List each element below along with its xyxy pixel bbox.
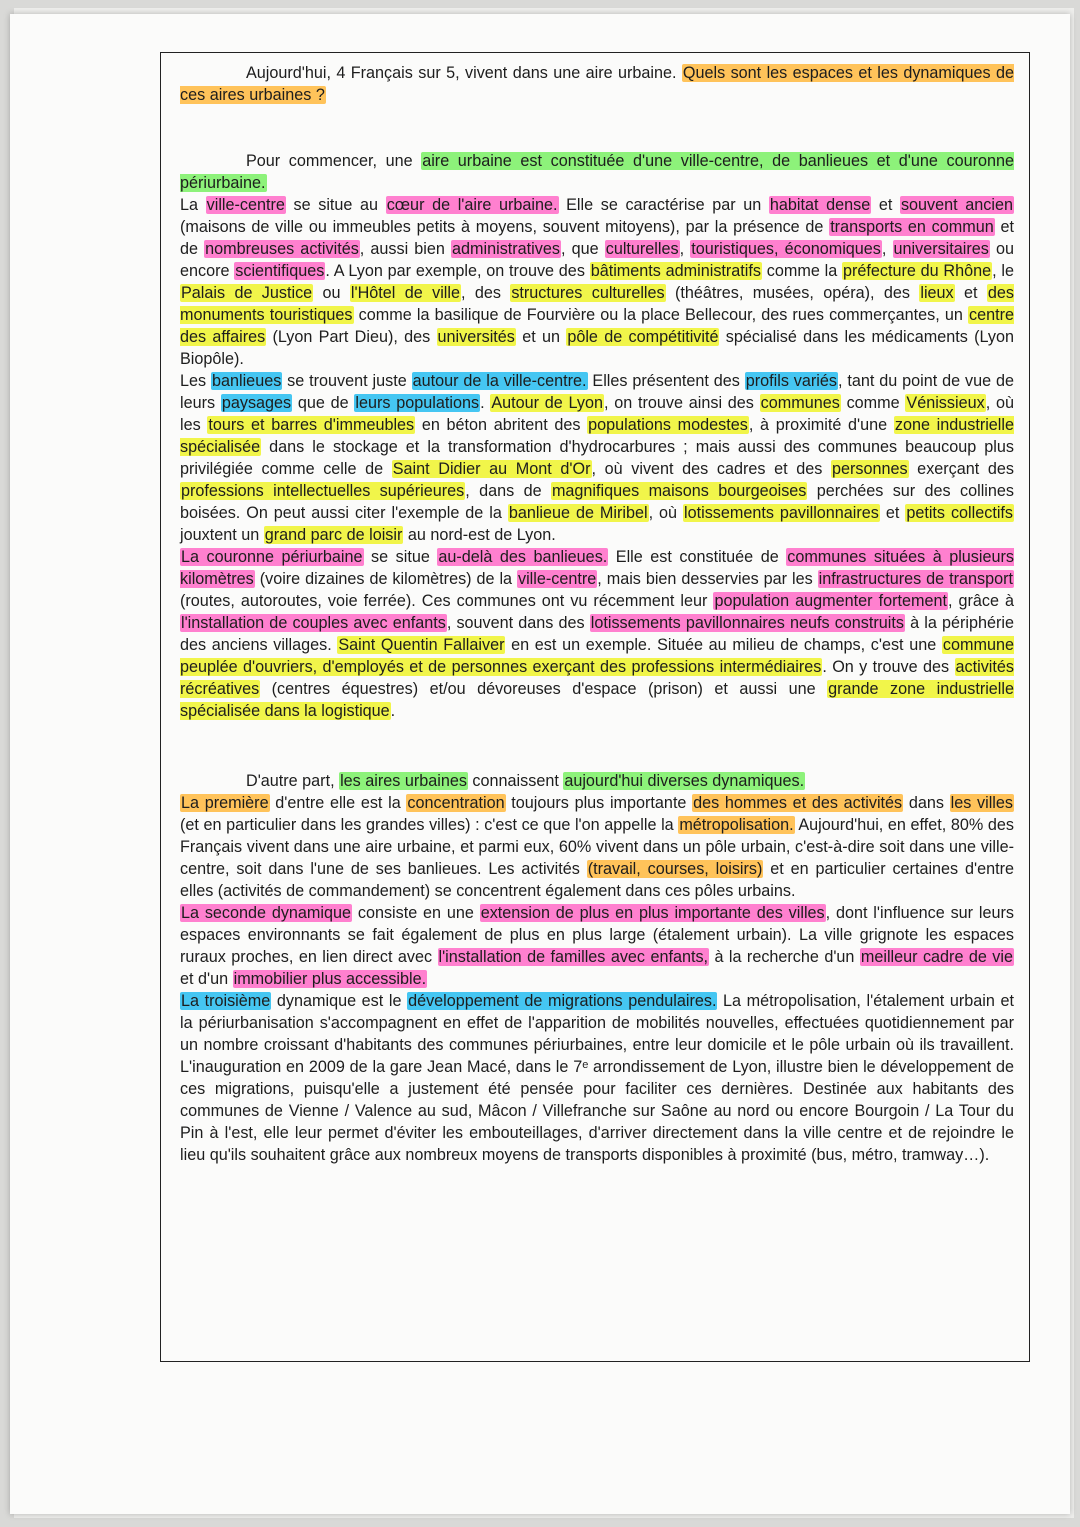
text-run: et d'un: [180, 970, 233, 988]
pink-highlighted-text: touristiques, économiques: [691, 240, 881, 258]
text-run: jouxtent un: [180, 526, 264, 544]
yellow-highlighted-text: commune peuplée d'ouvriers, d'employés et de personnes exerçant des professions intermédiaires: [180, 636, 1014, 676]
pink-highlighted-text: ville-centre: [206, 196, 285, 214]
text-run: en béton abritent des: [415, 416, 588, 434]
text-run: spécialisé dans les médicaments (Lyon Biopôle).: [180, 328, 1014, 368]
pink-highlighted-text: extension de plus en plus importante des villes: [480, 904, 825, 922]
text-run: Pour commencer, une: [246, 152, 422, 170]
text-run: , à proximité d'une: [748, 416, 894, 434]
text-run: connaissent: [467, 772, 564, 790]
paragraph: [180, 990, 1014, 1166]
yellow-highlighted-text: préfecture du Rhône: [842, 262, 992, 280]
text-run: (Lyon Part Dieu), des: [266, 328, 437, 346]
text-run: et: [871, 196, 900, 214]
essay-body: [180, 62, 1014, 1166]
text-run: Aujourd'hui, 4 Français sur 5, vivent dans une aire urbaine.: [246, 64, 682, 82]
text-run: se situe au: [285, 196, 386, 214]
green-highlighted-text: aujourd'hui diverses dynamiques.: [564, 772, 805, 790]
text-run: , grâce à: [947, 592, 1014, 610]
text-run: La: [180, 196, 206, 214]
text-run: ou encore: [180, 240, 1014, 280]
orange-highlighted-text: concentration: [407, 794, 505, 812]
paragraph: [180, 902, 1014, 990]
pink-highlighted-text: nombreuses activités: [205, 240, 359, 258]
yellow-highlighted-text: Saint Quentin Fallaiver: [338, 636, 505, 654]
text-run: , tant du point de vue de leurs: [180, 372, 1015, 412]
text-run: (centres équestres) et/ou dévoreuses d'espace (prison) et aussi une: [260, 680, 828, 698]
text-run: (et en particulier dans les grandes villes) : c'est ce que l'on appelle la: [180, 816, 679, 834]
orange-highlighted-text: (travail, courses, loisirs): [587, 860, 763, 878]
yellow-highlighted-text: Saint Didier au Mont d'Or: [392, 460, 591, 478]
text-run: dans: [903, 794, 950, 812]
yellow-highlighted-text: grand parc de loisir: [264, 526, 403, 544]
text-run: .: [390, 702, 396, 720]
blue-highlighted-text: développement de migrations pendulaires.: [408, 992, 717, 1010]
text-run: exerçant des: [908, 460, 1014, 478]
pink-highlighted-text: l'installation de familles avec enfants,: [438, 948, 709, 966]
paragraph: [180, 62, 1014, 106]
text-run: comme la: [762, 262, 842, 280]
text-run: Les: [180, 372, 211, 390]
text-run: à la périphérie des anciens villages.: [180, 614, 1014, 654]
text-run: ,: [881, 240, 893, 258]
text-run: comme la basilique de Fourvière ou la place Bellecour, des rues commerçantes, un: [353, 306, 968, 324]
text-run: Aujourd'hui, en effet, 80% des Français vivent dans une aire urbaine, et parmi eux, 60% vivent dans un pôle urbain, c'est-à-dire soit dans une ville-centre, soit dans l'une de ses banlieues. Les activités: [180, 816, 1014, 878]
yellow-highlighted-text: lieux: [920, 284, 954, 302]
text-run: . On y trouve des: [822, 658, 955, 676]
text-run: , où: [648, 504, 683, 522]
text-run: , dans de: [465, 482, 551, 500]
text-run: (maisons de ville ou immeubles petits à moyens, souvent mitoyens), par la présence de: [180, 218, 830, 236]
text-run: se situe: [363, 548, 438, 566]
yellow-highlighted-text: universités: [437, 328, 515, 346]
pink-highlighted-text: ville-centre: [517, 570, 597, 588]
text-run: et un: [515, 328, 567, 346]
text-run: , où les: [180, 394, 1014, 434]
yellow-highlighted-text: petits collectifs: [906, 504, 1014, 522]
pink-highlighted-text: lotissements pavillonnaires neufs construits: [590, 614, 904, 632]
text-run: comme: [840, 394, 906, 412]
paragraph: [180, 150, 1014, 194]
blue-highlighted-text: leurs populations: [355, 394, 480, 412]
paragraph: [180, 370, 1014, 546]
yellow-highlighted-text: zone industrielle spécialisée: [180, 416, 1015, 456]
text-run: , dont l'influence sur leurs espaces environnants se fait également de plus en plus large (étalement urbain). La ville grignote les espaces ruraux proches, en lien direct avec: [180, 904, 1014, 966]
paragraph: [180, 792, 1014, 902]
text-run: Elle se caractérise par un: [558, 196, 769, 214]
green-highlighted-text: les aires urbaines: [340, 772, 467, 790]
pink-highlighted-text: habitat dense: [769, 196, 871, 214]
text-run: .: [480, 394, 491, 412]
text-run: D'autre part,: [246, 772, 340, 790]
text-run: (voire dizaines de kilomètres) de la: [254, 570, 517, 588]
text-run: Elles présentent des: [587, 372, 745, 390]
paragraph-spacer: [180, 722, 1014, 770]
text-run: au nord-est de Lyon.: [403, 526, 556, 544]
text-run: , le: [992, 262, 1014, 280]
text-run: se trouvent juste: [282, 372, 412, 390]
yellow-highlighted-text: communes: [760, 394, 840, 412]
pink-highlighted-text: l'installation de couples avec enfants: [181, 614, 446, 632]
yellow-highlighted-text: professions intellectuelles supérieures: [181, 482, 465, 500]
text-run: toujours plus importante: [505, 794, 693, 812]
text-run: et en particulier certaines d'entre elles (activités de commandement) se concentrent également dans ces pôles urbains.: [180, 860, 1014, 900]
text-run: et: [879, 504, 906, 522]
pink-highlighted-text: scientifiques: [235, 262, 325, 280]
orange-highlighted-text: des hommes et des activités: [693, 794, 903, 812]
yellow-highlighted-text: personnes: [831, 460, 908, 478]
text-run: que de: [292, 394, 355, 412]
text-run: , mais bien desservies par les: [597, 570, 818, 588]
text-run: en est un exemple. Située au milieu de champs, c'est une: [505, 636, 942, 654]
text-run: , où vivent des cadres et des: [591, 460, 831, 478]
pink-highlighted-text: population augmenter fortement: [714, 592, 947, 610]
orange-highlighted-text: Quels sont les espaces et les dynamiques de ces aires urbaines ?: [180, 64, 1015, 104]
orange-highlighted-text: les villes: [950, 794, 1013, 812]
text-run: et: [954, 284, 987, 302]
text-run: d'entre elle est la: [269, 794, 407, 812]
yellow-highlighted-text: centre des affaires: [180, 306, 1014, 346]
text-run: ,: [679, 240, 691, 258]
text-run: La métropolisation, l'étalement urbain et la périurbanisation s'accompagnent en effet de l'apparition de mobilités nouvelles, effectuées quotidiennement par un nombre croissant d'habitants des communes périurbaines, entre leur domicile et le pôle urbain où ils travaillent. L'inauguration en 2009 de la gare Jean Macé, dans le 7ᵉ arrondissement de Lyon, illustre bien le développement de ces migrations, puisqu'elle a justement été pensée pour faciliter ces dernières. Destinée aux habitants des communes de Vienne / Valence au sud, Mâcon / Villefranche sur Saône au nord ou encore Bourgoin / La Tour du Pin à l'est, elle leur permet d'éviter les embouteillages, d'arriver directement dans la ville centre et de rejoindre le lieu qu'ils souhaitent grâce aux nombreux moyens de transports disponibles à proximité (bus, métro, tramway…).: [180, 992, 1015, 1164]
paragraph: [180, 546, 1014, 722]
pink-highlighted-text: meilleur cadre de vie: [860, 948, 1013, 966]
yellow-highlighted-text: lotissements pavillonnaires: [684, 504, 879, 522]
pink-highlighted-text: culturelles: [605, 240, 679, 258]
yellow-highlighted-text: grande zone industrielle spécialisée dans la logistique: [180, 680, 1014, 720]
yellow-highlighted-text: structures culturelles: [511, 284, 665, 302]
yellow-highlighted-text: tours et barres d'immeubles: [208, 416, 415, 434]
pink-highlighted-text: au-delà des banlieues.: [438, 548, 608, 566]
text-run: . A Lyon par exemple, on trouve des: [325, 262, 590, 280]
pink-highlighted-text: infrastructures de transport: [818, 570, 1013, 588]
yellow-highlighted-text: l'Hôtel de ville: [350, 284, 460, 302]
text-run: , des: [461, 284, 511, 302]
blue-highlighted-text: banlieues: [211, 372, 282, 390]
text-run: (routes, autoroutes, voie ferrée). Ces communes ont vu récemment leur: [180, 592, 714, 610]
orange-highlighted-text: métropolisation.: [679, 816, 794, 834]
text-run: ou: [313, 284, 350, 302]
blue-highlighted-text: autour de la ville-centre.: [412, 372, 587, 390]
text-run: perchées sur des collines boisées. On peut aussi citer l'exemple de la: [180, 482, 1014, 522]
text-run: (théâtres, musées, opéra), des: [665, 284, 920, 302]
pink-highlighted-text: La seconde dynamique: [181, 904, 352, 922]
yellow-highlighted-text: activités récréatives: [180, 658, 1014, 698]
pink-highlighted-text: universitaires: [893, 240, 989, 258]
yellow-highlighted-text: Vénissieux: [906, 394, 985, 412]
pink-highlighted-text: communes situées à plusieurs kilomètres: [180, 548, 1014, 588]
yellow-highlighted-text: bâtiments administratifs: [590, 262, 761, 280]
paragraph: [180, 770, 1014, 792]
green-highlighted-text: aire urbaine est constituée d'une ville-centre, de banlieues et d'une couronne périurbaine.: [180, 152, 1014, 192]
text-run: consiste en une: [352, 904, 480, 922]
pink-highlighted-text: La couronne périurbaine: [181, 548, 363, 566]
text-run: dans le stockage et la transformation d'hydrocarbures ; mais aussi des communes beaucoup plus privilégiée comme celle de: [180, 438, 1014, 478]
pink-highlighted-text: transports en commun: [830, 218, 994, 236]
yellow-highlighted-text: banlieue de Miribel: [508, 504, 648, 522]
yellow-highlighted-text: Palais de Justice: [181, 284, 313, 302]
text-run: Elle est constituée de: [608, 548, 787, 566]
yellow-highlighted-text: populations modestes: [588, 416, 748, 434]
paragraph-spacer: [180, 106, 1014, 150]
blue-highlighted-text: profils variés: [745, 372, 837, 390]
pink-highlighted-text: immobilier plus accessible.: [233, 970, 427, 988]
yellow-highlighted-text: pôle de compétitivité: [567, 328, 719, 346]
text-run: et de: [180, 218, 1015, 258]
text-run: , aussi bien: [359, 240, 452, 258]
yellow-highlighted-text: magnifiques maisons bourgeoises: [551, 482, 807, 500]
paragraph: [180, 194, 1014, 370]
pink-highlighted-text: cœur de l'aire urbaine.: [386, 196, 558, 214]
text-run: , que: [560, 240, 605, 258]
blue-highlighted-text: paysages: [221, 394, 292, 412]
pink-highlighted-text: administratives: [452, 240, 560, 258]
orange-highlighted-text: La première: [181, 794, 269, 812]
blue-highlighted-text: La troisième: [181, 992, 271, 1010]
yellow-highlighted-text: Autour de Lyon: [491, 394, 604, 412]
text-run: , souvent dans des: [446, 614, 590, 632]
yellow-highlighted-text: des monuments touristiques: [180, 284, 1014, 324]
text-run: à la recherche d'un: [709, 948, 860, 966]
text-run: dynamique est le: [271, 992, 408, 1010]
text-run: , on trouve ainsi des: [604, 394, 760, 412]
pink-highlighted-text: souvent ancien: [900, 196, 1013, 214]
